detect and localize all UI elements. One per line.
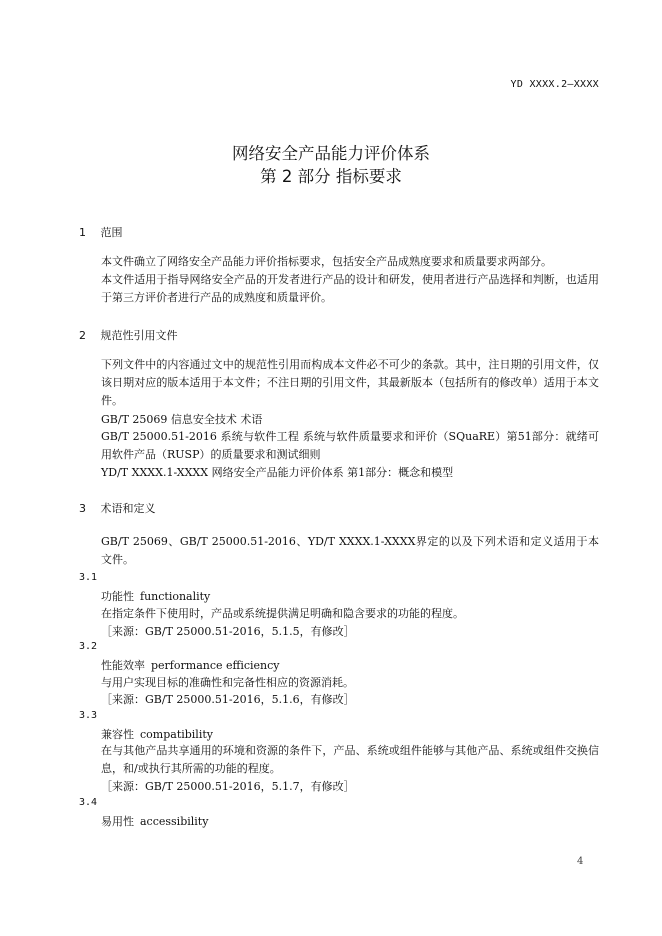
section-number: 2 — [79, 329, 86, 342]
page-number: 4 — [577, 856, 584, 867]
section-3-intro — [79, 533, 599, 569]
term-number: 3.4 — [79, 797, 98, 808]
term-definition: 在与其他产品共享通用的环境和资源的条件下，产品、系统或组件能够与其他产品、系统或组件交换信息，和/或执行其所需的功能的程度。 — [101, 744, 599, 775]
paragraph: GB/T 25069、GB/T 25000.51-2016、YD/T XXXX.1-XXXX界定的以及下列术语和定义适用于本文件。 — [101, 535, 599, 566]
paragraph: 下列文件中的内容通过文中的规范性引用而构成本文件必不可少的条款。其中，注日期的引用文件，仅该日期对应的版本适用于本文件；不注日期的引用文件，其最新版本（包括所有的修改单）适用于本文件。 — [101, 358, 599, 407]
term-name-en: compatibility — [140, 728, 213, 741]
paragraph: 本文件适用于指导网络安全产品的开发者进行产品的设计和研发，使用者进行产品选择和判断，也适用于第三方评价者进行产品的成熟度和质量评价。 — [101, 273, 599, 304]
term-definition: 与用户实现目标的准确性和完备性相应的资源消耗。 — [101, 676, 354, 689]
section-1-heading — [79, 224, 123, 240]
term-heading — [101, 813, 208, 829]
term-source: ［来源：GB/T 25000.51-2016，5.1.6，有修改］ — [101, 693, 355, 706]
reference-item: GB/T 25069 信息安全技术 术语 — [101, 413, 263, 426]
document-number: YD XXXX.2—XXXX — [510, 79, 599, 90]
section-1-body — [79, 253, 599, 307]
term-number: 3.1 — [79, 572, 98, 583]
term-heading — [101, 726, 213, 742]
section-title: 术语和定义 — [100, 502, 156, 515]
section-title: 范围 — [100, 226, 123, 239]
term-source: ［来源：GB/T 25000.51-2016，5.1.7，有修改］ — [101, 780, 355, 793]
section-number: 3 — [79, 502, 86, 515]
term-definition: 在指定条件下使用时，产品或系统提供满足明确和隐含要求的功能的程度。 — [101, 607, 464, 620]
section-2-heading — [79, 327, 178, 343]
section-title: 规范性引用文件 — [100, 329, 178, 342]
section-2-intro — [79, 356, 599, 410]
document-subtitle: 第 2 部分 指标要求 — [260, 167, 402, 186]
term-name-zh: 功能性 — [101, 590, 134, 603]
term-name-en: functionality — [140, 590, 211, 603]
term-number: 3.2 — [79, 641, 98, 652]
section-3-heading — [79, 500, 156, 516]
section-number: 1 — [79, 226, 86, 239]
term-source: ［来源：GB/T 25000.51-2016，5.1.5，有修改］ — [101, 625, 355, 638]
term-name-zh: 兼容性 — [101, 728, 134, 741]
paragraph: 本文件确立了网络安全产品能力评价指标要求，包括安全产品成熟度要求和质量要求两部分。 — [101, 255, 552, 268]
term-heading — [101, 588, 210, 604]
document-title: 网络安全产品能力评价体系 — [232, 144, 430, 163]
term-name-zh: 性能效率 — [101, 659, 145, 672]
reference-item: GB/T 25000.51-2016 系统与软件工程 系统与软件质量要求和评价（SQuaRE）第51部分：就绪可用软件产品（RUSP）的质量要求和测试细则 — [101, 430, 599, 461]
term-heading — [101, 657, 280, 673]
term-name-zh: 易用性 — [101, 815, 134, 828]
term-number: 3.3 — [79, 710, 98, 721]
reference-item: YD/T XXXX.1-XXXX 网络安全产品能力评价体系 第1部分：概念和模型 — [101, 466, 454, 479]
term-name-en: accessibility — [140, 815, 209, 828]
term-name-en: performance efficiency — [151, 659, 280, 672]
